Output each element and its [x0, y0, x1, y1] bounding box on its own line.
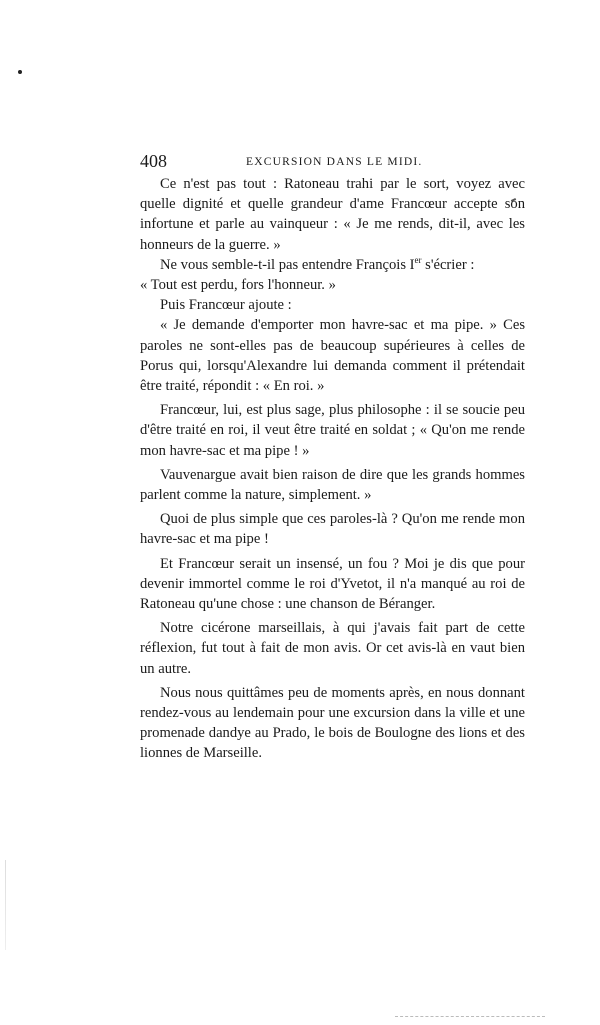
page-header: [140, 151, 525, 171]
paragraph: Ce n'est pas tout : Ratoneau trahi par le sort, voyez avec quelle dignité et quelle grandeur d'ame Francœur accepte son infortune et parle au vainqueur : « Je me rends, dit-il, avec les honneurs de la guerre. »: [140, 176, 525, 253]
paragraph: Et Francœur serait un insensé, un fou ? Moi je dis que pour devenir immortel comme le roi d'Yvetot, il n'a manqué au roi de Ratoneau qu'une chose : une chanson de Béranger.: [140, 555, 525, 613]
body-text: [140, 174, 525, 764]
paragraph: Notre cicérone marseillais, à qui j'avais fait part de cette réflexion, fut tout à fait de mon avis. Or cet avis-là en vaut bien un autre.: [140, 620, 525, 677]
paragraph: Nous nous quittâmes peu de moments après, en nous donnant rendez-vous au lendemain pour une excursion dans la ville et une promenade dandye au Prado, le bois de Boulogne des lions et des lionnes de Marseille.: [140, 684, 525, 762]
margin-artifact: [5, 860, 6, 950]
superscript: er: [414, 254, 422, 265]
paragraph: Puis Francœur ajoute :: [160, 297, 292, 314]
paragraph: Quoi de plus simple que ces paroles-là ? Qu'on me rende mon havre-sac et ma pipe !: [140, 511, 525, 548]
paragraph-text: Ne vous semble-t-il pas entendre François I: [160, 256, 415, 273]
running-head: EXCURSION DANS LE MIDI.: [246, 156, 423, 168]
paragraph: « Tout est perdu, fors l'honneur. »: [140, 277, 336, 294]
page-number: 408: [140, 151, 167, 171]
paragraph: Francœur, lui, est plus sage, plus philosophe : il se soucie peu d'être traité en roi, il veut être traité en soldat ; « Qu'on me rende mon havre-sac et ma pipe ! »: [140, 402, 525, 459]
paragraph: Vauvenargue avait bien raison de dire que les grands hommes parlent comme la nature, simplement. »: [140, 466, 525, 504]
paragraph: [140, 255, 525, 275]
ink-dot: [18, 70, 22, 74]
paragraph-text: s'écrier :: [421, 256, 475, 273]
bottom-artifact: [395, 1016, 545, 1019]
paragraph: « Je demande d'emporter mon havre-sac et ma pipe. » Ces paroles ne sont-elles pas de beaucoup supérieures à celles de Porus qui, lorsqu'Alexandre lui demanda comment il prétendait être traité, répondit : « En roi. »: [140, 317, 525, 395]
